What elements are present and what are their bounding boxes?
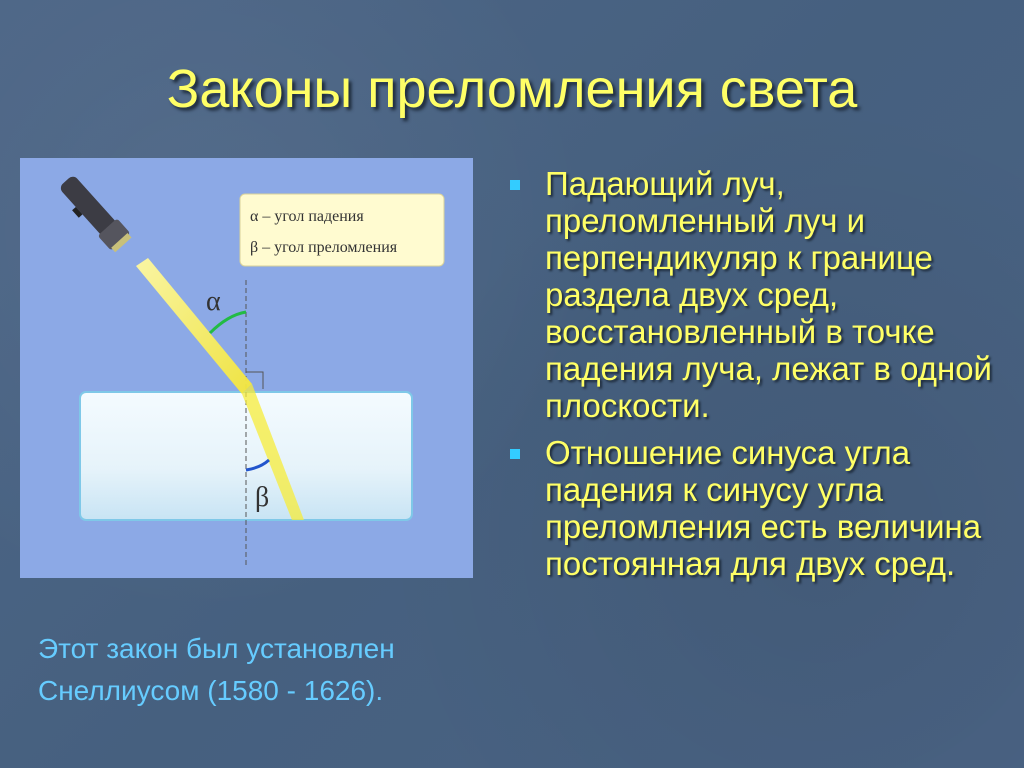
bullet-item <box>508 165 1008 424</box>
legend-line-alpha: α – угол падения <box>250 208 364 225</box>
square-bullet-icon <box>510 180 520 190</box>
bullet-text: Отношение синуса угла падения к синусу угла преломления есть величина постоянная для двух сред. <box>545 434 982 582</box>
beta-label: β <box>255 482 270 513</box>
bullet-item <box>508 434 1008 582</box>
slide-title: Законы преломления света <box>166 59 858 119</box>
bullet-text: Падающий луч, преломленный луч и перпендикуляр к границе раздела двух сред, восстановленный в точке падения луча, лежат в одной плоскости. <box>545 165 992 424</box>
square-bullet-icon <box>510 449 520 459</box>
legend-line-beta: β – угол преломления <box>250 239 398 256</box>
note-line-1: Этот закон был установлен <box>38 633 395 664</box>
refraction-diagram <box>20 158 473 578</box>
alpha-label: α <box>206 286 221 317</box>
bullet-list <box>508 165 1008 592</box>
note-line-2: Снеллиусом (1580 - 1626). <box>38 675 384 706</box>
snell-note <box>38 628 488 712</box>
